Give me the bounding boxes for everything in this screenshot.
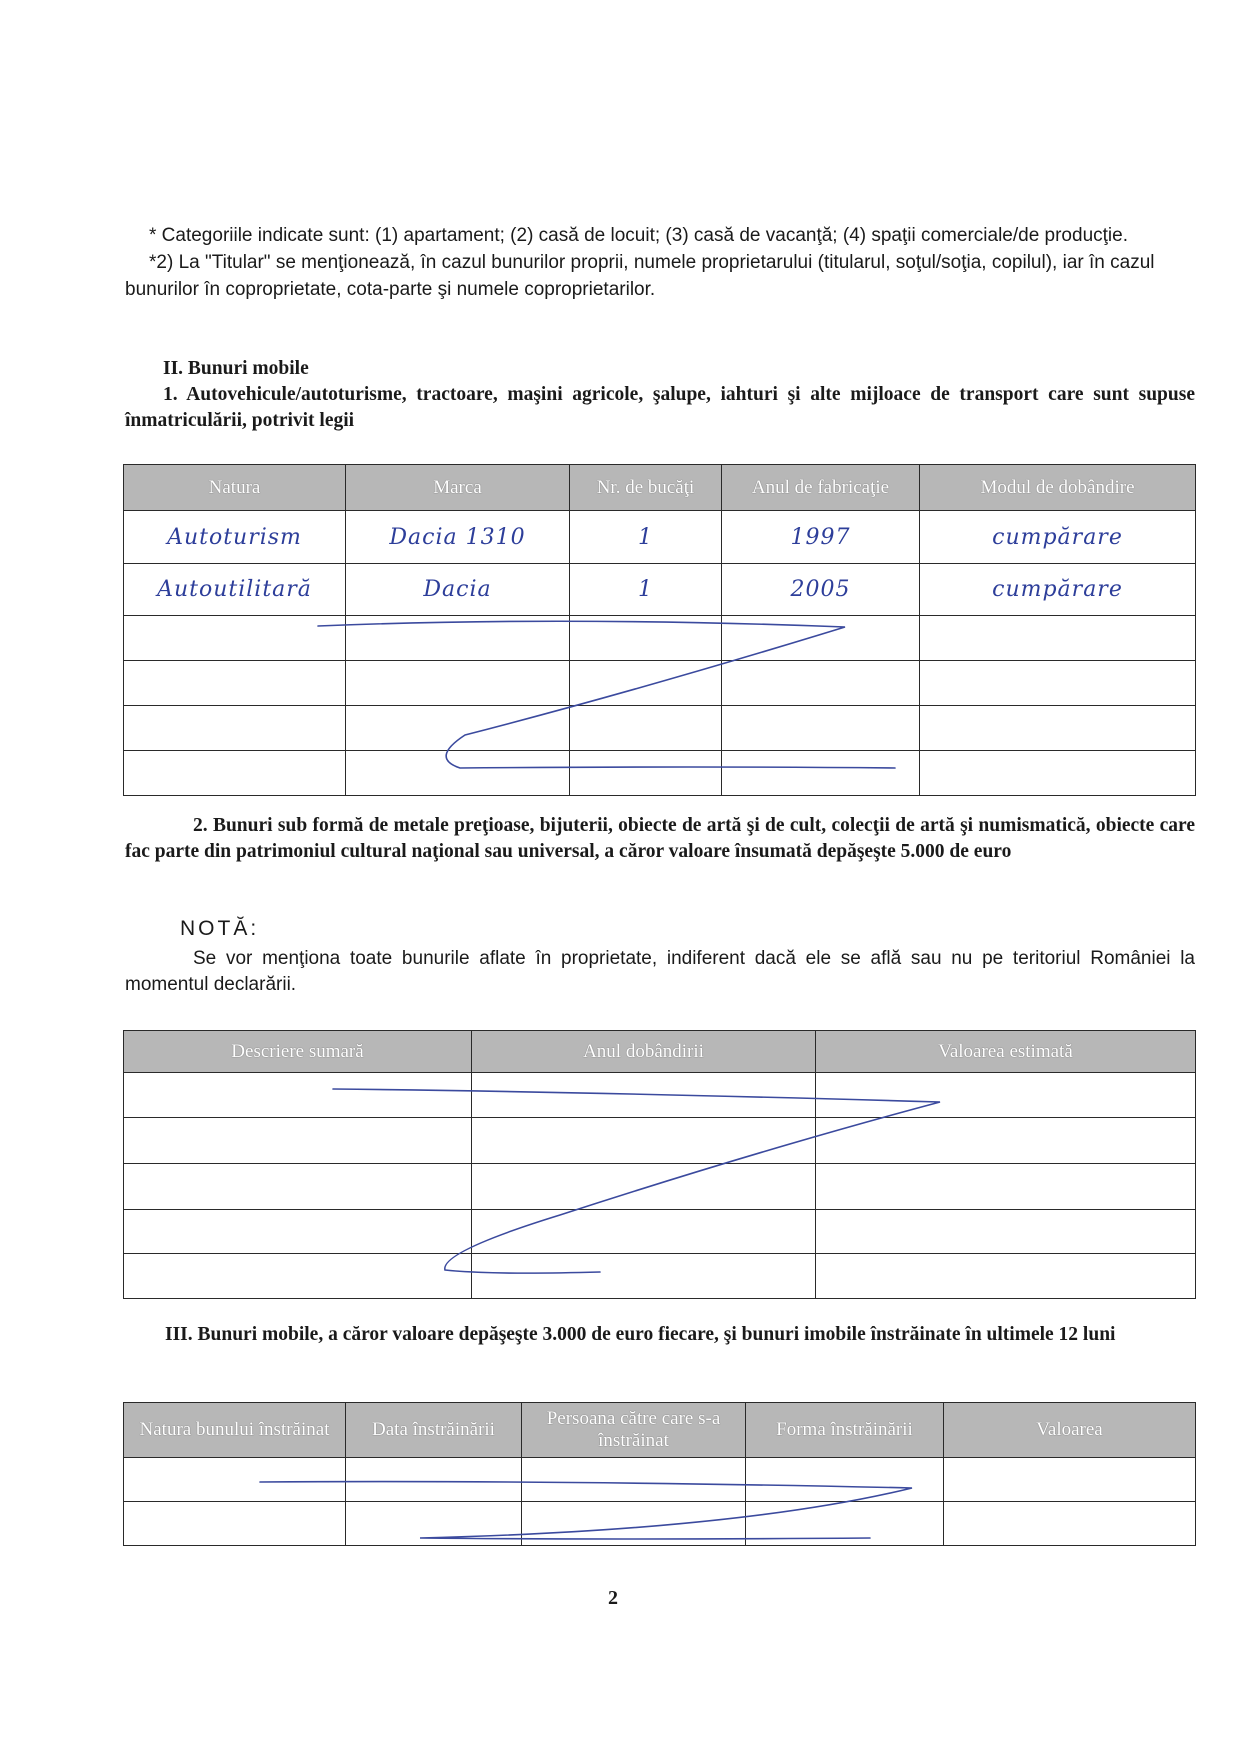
section-ii-title: II. Bunuri mobile	[163, 358, 309, 379]
alienated-header-row	[124, 1403, 1196, 1458]
table-row	[124, 1118, 1196, 1164]
page-number: 2	[608, 1587, 618, 1609]
vehicle-2-marca: Dacia	[346, 564, 570, 616]
nota-text: Se vor menţiona toate bunurile aflate în proprietate, indiferent dacă ele se află sau nu pe teritoriul României la momentul declarării.	[125, 948, 1195, 995]
header-data-instrainarii: Data înstrăinării	[346, 1403, 522, 1458]
vehicle-1-natura: Autoturism	[124, 511, 346, 564]
table-row	[124, 661, 1196, 706]
header-nr-bucati: Nr. de bucăţi	[570, 465, 722, 511]
vehicle-2-natura: Autoutilitară	[124, 564, 346, 616]
table-row	[124, 511, 1196, 564]
alienated-table	[123, 1402, 1196, 1546]
valuables-table	[123, 1030, 1196, 1299]
nota-title: NOTĂ:	[180, 917, 260, 940]
header-valoare-estimata: Valoarea estimată	[816, 1031, 1196, 1073]
table-row	[124, 706, 1196, 751]
vehicle-2-an: 2005	[722, 564, 920, 616]
header-marca: Marca	[346, 465, 570, 511]
note-categories: * Categoriile indicate sunt: (1) apartament; (2) casă de locuit; (3) casă de vacanţă; (4) spaţii comerciale/de producţie.	[149, 225, 1128, 246]
table-row	[124, 616, 1196, 661]
header-an-fabricatie: Anul de fabricaţie	[722, 465, 920, 511]
vehicles-table	[123, 464, 1196, 796]
table-row	[124, 1164, 1196, 1210]
table-row	[124, 751, 1196, 796]
vehicles-header-row	[124, 465, 1196, 511]
header-forma: Forma înstrăinării	[746, 1403, 944, 1458]
note-titular: *2) La "Titular" se menţionează, în cazul bunurilor proprii, numele proprietarului (titularul, soţul/soţia, copilul), iar în cazul bunurilor în coproprietate, cota-parte şi numele coproprietarilor.	[125, 252, 1155, 300]
vehicle-1-nr: 1	[570, 511, 722, 564]
table-row	[124, 1254, 1196, 1299]
table-row	[124, 1502, 1196, 1546]
table-row	[124, 564, 1196, 616]
header-valoarea: Valoarea	[944, 1403, 1196, 1458]
vehicle-1-marca: Dacia 1310	[346, 511, 570, 564]
section-ii-1-title: 1. Autovehicule/autoturisme, tractoare, maşini agricole, şalupe, iahturi şi alte mijloace de transport care sunt supuse înmatriculării, potrivit legii	[125, 384, 1195, 431]
valuables-header-row	[124, 1031, 1196, 1073]
table-row	[124, 1210, 1196, 1254]
header-natura: Natura	[124, 465, 346, 511]
header-natura-bunului: Natura bunului înstrăinat	[124, 1403, 346, 1458]
header-persoana: Persoana către care s-a înstrăinat	[522, 1403, 746, 1458]
section-ii-2-title: 2. Bunuri sub formă de metale preţioase, bijuterii, obiecte de artă şi de cult, colecţii de artă şi numismatică, obiecte care fac parte din patrimoniul cultural naţional sau universal, a căror valoare însumată depăşeşte 5.000 de euro	[125, 815, 1195, 862]
table-row	[124, 1073, 1196, 1118]
header-descriere: Descriere sumară	[124, 1031, 472, 1073]
table-row	[124, 1458, 1196, 1502]
vehicle-1-an: 1997	[722, 511, 920, 564]
vehicle-2-mod: cumpărare	[920, 564, 1196, 616]
vehicle-2-nr: 1	[570, 564, 722, 616]
section-iii-title: III. Bunuri mobile, a căror valoare depăşeşte 3.000 de euro fiecare, şi bunuri imobile înstrăinate în ultimele 12 luni	[165, 1324, 1116, 1345]
header-mod-dobandire: Modul de dobândire	[920, 465, 1196, 511]
notes-block	[125, 222, 1195, 303]
header-an-dobandire: Anul dobândirii	[472, 1031, 816, 1073]
vehicle-1-mod: cumpărare	[920, 511, 1196, 564]
